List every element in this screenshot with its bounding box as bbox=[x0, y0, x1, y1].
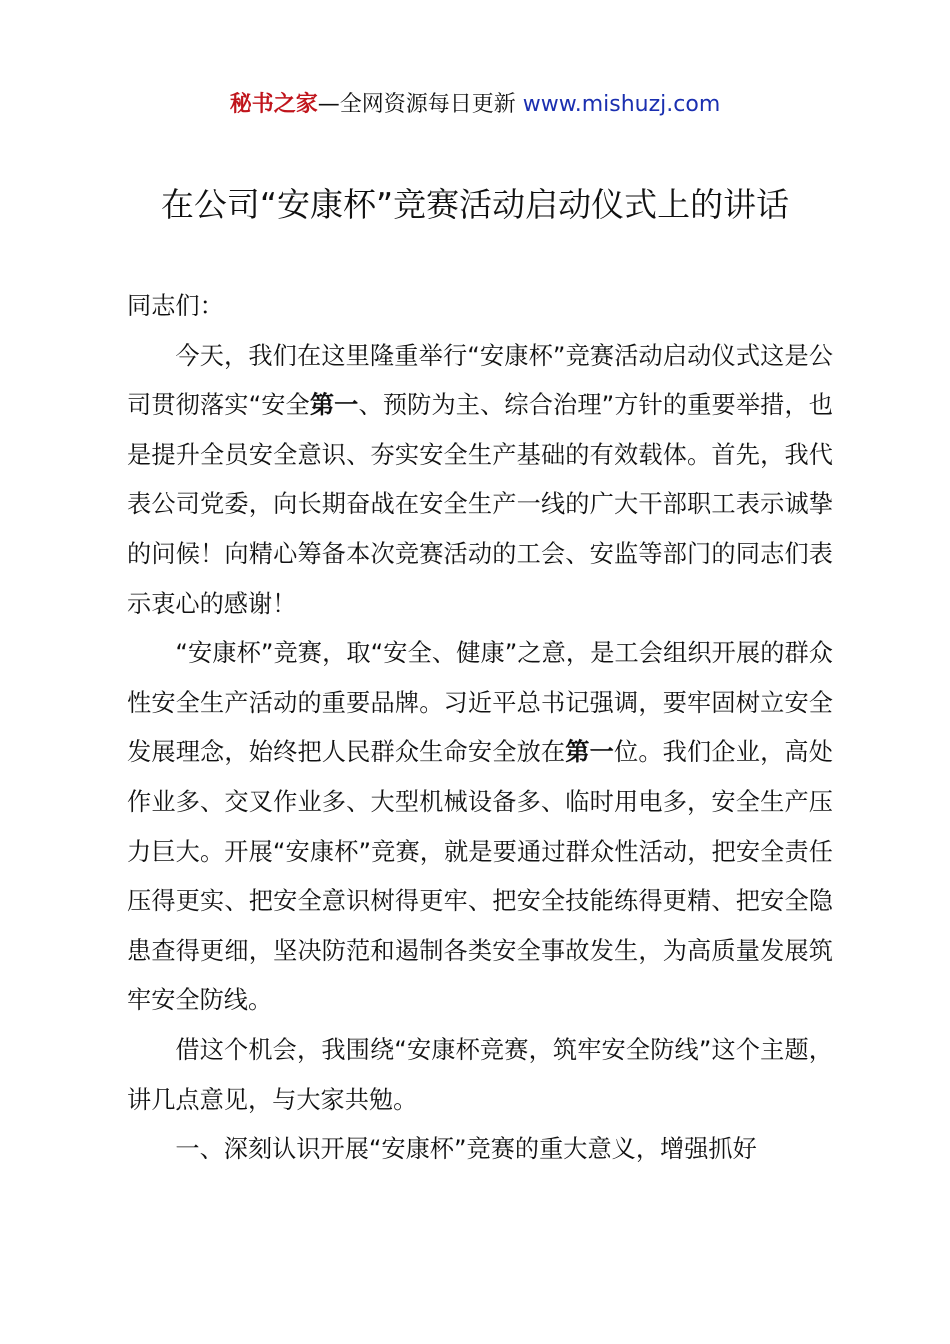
paragraph-4-text: 一、深刻认识开展“安康杯”竞赛的重大意义，增强抓好 bbox=[175, 1135, 757, 1164]
paragraph-1 bbox=[127, 332, 833, 630]
paragraph-3 bbox=[127, 1026, 833, 1125]
paragraph-1-text-rest: 、预防为主、综合治理”方针的重要举措，也是提升全员安全意识、夯实安全生产基础的有效载体。首先，我代表公司党委，向长期奋战在安全生产一线的广大干部职工表示诚挚的问候！向精心筹备本次竞赛活动的工会、安监等部门的同志们表示衷心的感谢！ bbox=[127, 391, 833, 618]
site-url-link[interactable]: www.mishuzj.com bbox=[522, 92, 721, 117]
paragraph-1-text: 今天，我们在这里隆重举行“安康杯”竞赛活动启动仪式这是公司贯彻落实“安全 bbox=[127, 341, 833, 420]
site-header bbox=[0, 88, 950, 122]
paragraph-2 bbox=[127, 629, 833, 1026]
document-body bbox=[127, 282, 833, 1175]
brand-name: 秘书之家 bbox=[229, 92, 318, 117]
paragraph-2-bold: 第一 bbox=[565, 738, 614, 767]
paragraph-2-text-rest: 位。我们企业，高处作业多、交叉作业多、大型机械设备多、临时用电多，安全生产压力巨大。开展“安康杯”竞赛，就是要通过群众性活动，把安全责任压得更实、把安全意识树得更牢、把安全技能练得更精、把安全隐患查得更细，坚决防范和遏制各类安全事故发生，为高质量发展筑牢安全防线。 bbox=[127, 738, 833, 1015]
paragraph-1-bold: 第一 bbox=[309, 391, 359, 420]
document-title: 在公司“安康杯”竞赛活动启动仪式上的讲话 bbox=[160, 185, 790, 224]
header-tagline: —全网资源每日更新 bbox=[317, 92, 523, 117]
paragraph-3-text: 借这个机会，我围绕“安康杯竞赛，筑牢安全防线”这个主题，讲几点意见，与大家共勉。 bbox=[127, 1035, 833, 1114]
salutation: 同志们： bbox=[127, 292, 224, 320]
paragraph-4-heading bbox=[127, 1125, 833, 1175]
paragraph-2-text: “安康杯”竞赛，取“安全、健康”之意，是工会组织开展的群众性安全生产活动的重要品牌。习近平总书记强调，要牢固树立安全发展理念，始终把人民群众生命安全放在 bbox=[127, 639, 833, 767]
